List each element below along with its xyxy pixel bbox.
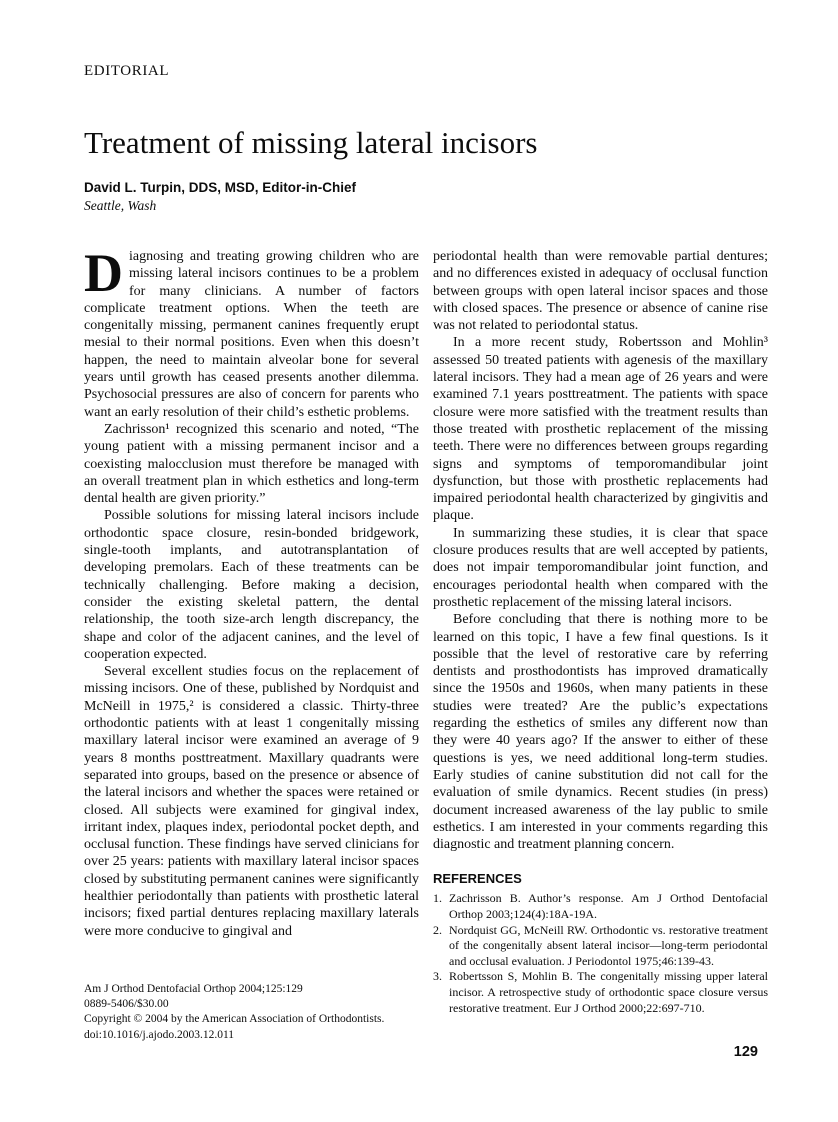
article-title: Treatment of missing lateral incisors xyxy=(84,125,538,160)
reference-item xyxy=(433,969,768,1016)
author-byline: David L. Turpin, DDS, MSD, Editor-in-Chief xyxy=(84,180,356,195)
footnote-issn-price: 0889-5406/$30.00 xyxy=(84,998,169,1011)
reference-text: Robertsson S, Mohlin B. The congenitally missing upper lateral incisor. A retrospective study of orthodontic space closure versus restorative treatment. Eur J Orthod 2000;22:697-710. xyxy=(449,969,768,1015)
page-number: 129 xyxy=(733,1044,758,1060)
paragraph: In summarizing these studies, it is clear that space closure produces results that are well accepted by patients, does not impair temporomandibular joint function, and encourages periodontal health when compared with the prosthetic replacement of the missing lateral incisors. xyxy=(433,525,768,610)
footnote-copyright: Copyright © 2004 by the American Association of Orthodontists. xyxy=(84,1013,385,1026)
right-column xyxy=(433,248,768,1016)
reference-item xyxy=(433,923,768,970)
paragraph: In a more recent study, Robertsson and Mohlin³ assessed 50 treated patients with agenesis of the maxillary lateral incisors. They had a mean age of 26 years and were examined 7.1 years posttreatment. The patients with space closure were more satisfied with the treatment results than those treated with prosthetic replacement of the missing teeth. There were no differences between groups regarding signs and symptoms of temporomandibular joint dysfunction, but those with prosthetic replacements had impaired periodontal health characterized by gingivitis and plaque. xyxy=(433,335,768,524)
reference-text: Zachrisson B. Author’s response. Am J Orthod Dentofacial Orthop 2003;124(4):18A-19A. xyxy=(449,891,768,921)
reference-number: 3. xyxy=(433,969,442,984)
two-column-body xyxy=(84,243,768,1016)
author-location: Seattle, Wash xyxy=(84,198,157,213)
paragraph-continuation: periodontal health than were removable partial dentures; and no differences existed in adequacy of occlusal function between groups with open lateral incisor spaces and those with closed spaces. The presence or absence of canine rise was not related to periodontal status. xyxy=(433,249,768,334)
paragraph: Possible solutions for missing lateral incisors include orthodontic space closure, resin-bonded bridgework, single-tooth implants, and autotransplantation of developing premolars. Each of these treatments can be technically challenging. Before making a decision, consider the existing skeletal pattern, the dental relationship, the tooth size-arch length discrepancy, the shape and color of the adjacent canines, and the level of cooperation expected. xyxy=(84,508,419,662)
paragraph: Zachrisson¹ recognized this scenario and noted, “The young patient with a missing permanent incisor and a coexisting malocclusion must therefore be managed with an overall treatment plan in which esthetics and long-term dental health are given priority.” xyxy=(84,421,419,507)
references-list xyxy=(433,891,768,1016)
reference-text: Nordquist GG, McNeill RW. Orthodontic vs. restorative treatment of the congenitally absent lateral incisor—long-term periodontal and occlusal evaluation. J Periodontol 1975;46:139-43. xyxy=(449,922,768,968)
paragraph: Several excellent studies focus on the replacement of missing incisors. One of these, published by Nordquist and McNeill in 1975,² is considered a classic. Thirty-three orthodontic patients with at least 1 congenitally missing maxillary lateral incisor were examined an average of 9 years 8 months posttreatment. Maxillary quadrants were separated into groups, based on the presence or absence of the lateral incisors and whether the spaces were retained or closed. All subjects were examined for gingival index, irritant index, plaques index, periodontal pocket depth, and occlusal function. These findings have served clinicians for over 25 years: patients with maxillary lateral incisor spaces closed by substituting permanent canines were significantly healthier periodontally than patients with prosthetic lateral incisors; fixed partial dentures replacing maxillary laterals were more conducive to gingival and xyxy=(84,664,419,939)
paragraph-text: iagnosing and treating growing children who are missing lateral incisors continues to be a problem for many clinicians. A number of factors complicate treatment options. When the teeth are congenitally missing, permanent canines frequently erupt mesial to their normal positions. Even when this doesn’t happen, the need to maintain alveolar bone for several years until growth has ceased presents another dilemma. Psychosocial pressures are also of concern for parents who want an early resolution of their child’s esthetic problems. xyxy=(84,249,419,420)
reference-number: 2. xyxy=(433,922,442,937)
references-heading: REFERENCES xyxy=(433,871,522,887)
paragraph-dropcap xyxy=(84,243,419,421)
paragraph: Before concluding that there is nothing more to be learned on this topic, I have a few final questions. Is it possible that the level of restorative care by referring dentists and prosthodontists has improved dramatically since the 1950s and 1960s, when many patients in these studies were treated? Are the public’s expectations regarding the esthetics of smiles any different now than they were 40 years ago? If the answer to either of these questions is yes, we need additional long-term studies. Early studies of canine substitution did not call for the evaluation of smile dynamics. Recent studies (in press) document increased awareness of the lay public to smile esthetics. I am interested in your comments regarding this diagnostic and treatment planning concern. xyxy=(433,612,768,853)
drop-cap: D xyxy=(84,243,123,303)
reference-number: 1. xyxy=(433,891,442,906)
section-kicker: EDITORIAL xyxy=(84,63,170,79)
footnote-doi: doi:10.1016/j.ajodo.2003.12.011 xyxy=(84,1028,235,1041)
reference-item xyxy=(433,891,768,922)
footnote-citation: Am J Orthod Dentofacial Orthop 2004;125:129 xyxy=(84,983,303,995)
article-footnote xyxy=(84,982,420,1043)
left-column xyxy=(84,243,419,1016)
